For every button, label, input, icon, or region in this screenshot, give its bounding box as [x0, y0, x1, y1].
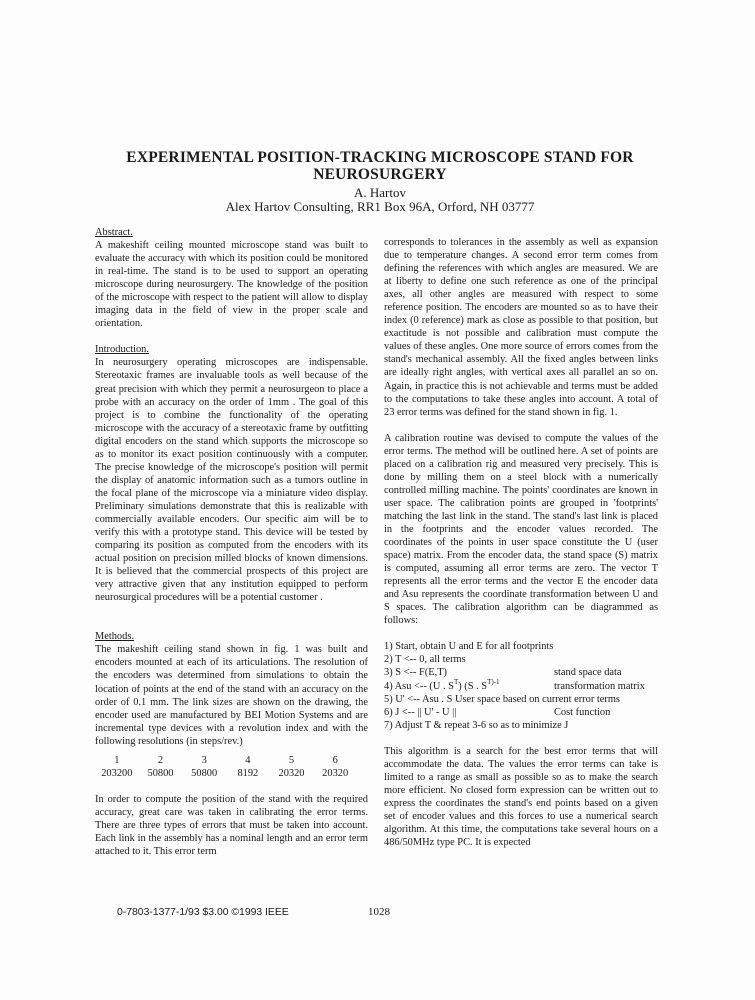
methods-text: The makeshift ceiling stand shown in fig. 1 was built and encoders mounted at each of its articulations. The resolution of the encoders was determined from simulations to obtain the location of points at the end of the stand with an accuracy on the order of 0.1 mm. The link sizes are shown on the drawing, the encoder used are manufactured by BEI Motion Systems and are incremental type devices with a revolution index and with the following resolutions (in steps/rev.): [95, 644, 368, 747]
encoder-resolution: 20320: [322, 767, 349, 779]
encoder-resolution: 20320: [278, 767, 305, 779]
step-comment: Cost function: [554, 706, 611, 718]
title-line-1: EXPERIMENTAL POSITION-TRACKING MICROSCOPE STAND FOR: [126, 149, 634, 166]
encoder-resolution: 203200: [101, 767, 133, 779]
author-affiliation: Alex Hartov Consulting, RR1 Box 96A, Orford, NH 03777: [225, 199, 535, 214]
introduction-text: In neurosurgery operating microscopes are indispensable. Stereotaxic frames are invaluable tools as well because of the great precision with which they permit a neurosurgeon to place a probe with an accuracy on the order of 1mm . The goal of this project is to combine the functionality of the operating microscope with the accuracy of a stereotaxic frame by outfitting digital encoders on the stand which supports the microscope so as to monitor its exact position continuously with a computer. The precise knowledge of the microscope's position will permit the display of anatomic information such as a tumors outline in the focal plane of the microscope via a miniature video display. Preliminary simulations demonstrate that this is realizable with commercially available encoders. Our specific aim will be to verify this with a prototype stand. This device will be tested by comparing its position as computed from the encoders with its actual position on precision milled blocks of known dimensions. It is believed that the commercial prospects of this project are very attractive given that any institution equipped to perform neurosurgical procedures will be a potential customer .: [95, 357, 368, 604]
calibration-paragraph: A calibration routine was devised to compute the values of the error terms. The method will be outlined here. A set of points are placed on a calibration rig and measured very precisely. This is done by milling them on a steel block with a numerically controlled milling machine. The points' coordinates are known in user space. The calibration points are grouped in 'footprints' matching the last link in the stand. The stand's last link is placed in the footprints and the encoder values recorded. The coordinates of the points in user space constitute the U (user space) matrix. From the encoder data, the stand space (S) matrix is computed, assuming all error terms are zero. The vector T represents all the error terms and the vector E the encoder data and Asu represents the coordinate transformation between U and S spaces. The calibration algorithm can be diagrammed as follows:: [384, 432, 658, 627]
paper-title: [60, 149, 700, 183]
title-line-2: NEUROSURGERY: [313, 166, 447, 183]
encoder-resolution: 8192: [237, 767, 259, 779]
step-expression: 3) S <-- F(E,T): [384, 667, 447, 679]
methods-heading: Methods.: [95, 631, 134, 643]
left-column: [95, 226, 368, 858]
algorithm-step: 2) T <-- 0, all terms: [384, 654, 466, 666]
search-algorithm-paragraph: This algorithm is a search for the best error terms that will accommodate the data. The values the error terms can take is limited to a range as small as possible so as to make the search more efficient. No closed form expression can be written out to express the coordinates the stand's end points based on a given set of encoder values and this forces to use a numerical search algorithm. At this time, the computations take several hours on a 486/50MHz type PC. It is expected: [384, 745, 658, 849]
encoder-resolution: 50800: [147, 767, 174, 779]
author-name: A. Hartov: [354, 185, 406, 200]
methods-text-continued: In order to compute the position of the stand with the required accuracy, great care was taken in calibrating the error terms. There are three types of errors that must be taken into account. Each link in the assembly has a nominal length and an error term attached to it. This error term: [95, 793, 368, 857]
abstract-heading: Abstract.: [95, 227, 133, 238]
encoder-number: 1: [114, 754, 120, 766]
encoder-resolution: 50800: [191, 767, 218, 779]
algorithm-step: 1) Start, obtain U and E for all footprints: [384, 641, 554, 653]
encoder-number: 2: [157, 754, 164, 766]
encoder-number: 3: [201, 754, 207, 766]
encoder-number: 6: [332, 754, 338, 766]
algorithm-step: [384, 666, 658, 679]
copyright-line: 0-7803-1377-1/93 $3.00 ©1993 IEEE: [117, 907, 289, 918]
calibration-algorithm-list: [384, 640, 658, 731]
step-comment: transformation matrix: [554, 680, 645, 692]
introduction-heading: Introduction.: [95, 344, 149, 356]
algorithm-step: 7) Adjust T & repeat 3-6 so as to minimize J: [384, 719, 569, 731]
abstract-text: A makeshift ceiling mounted microscope stand was built to evaluate the accuracy with which its position could be monitored in real-time. The stand is to be used to support an operating microscope during neurosurgery. The knowledge of the position of the microscope with respect to the patient will allow to display imaging data in the field of view in the proper scale and orientation.: [95, 240, 368, 330]
algorithm-step: [384, 706, 658, 719]
algorithm-step: [384, 677, 658, 693]
page-number: 1028: [368, 906, 390, 918]
error-terms-paragraph: corresponds to tolerances in the assembly as well as expansion due to temperature changes. A second error term comes from defining the references with which angles are measured. We are at liberty to define one such reference as one of the principal axes, all other angles are measured with respect to some reference position. The encoders are mounted so as to have their index (0 reference) mark as close as possible to that position, but exactitude is not possible and calibration must compute the values of these angles. One more source of errors comes from the stand's mechanical assembly. All the fixed angles between links are ideally right angles, with vertical axes all parallel an so on. Again, in practice this is not achievable and terms must be added to the computations to take these angles into account. A total of 23 error terms was defined for the stand shown in fig. 1.: [384, 237, 658, 418]
encoder-resolution-table: [95, 754, 357, 780]
encoder-number: 5: [288, 754, 295, 766]
algorithm-step: 5) U' <-- Asu . S User space based on current error terms: [384, 693, 620, 705]
step-expression: 6) J <-- || U' - U ||: [384, 706, 457, 718]
step-expression: 4) Asu <-- (U . $S^T$) (S . $S^{T)-1}$: [384, 677, 500, 692]
right-column: [384, 236, 658, 849]
encoder-number: 4: [245, 754, 251, 766]
step-comment: stand space data: [554, 667, 622, 679]
